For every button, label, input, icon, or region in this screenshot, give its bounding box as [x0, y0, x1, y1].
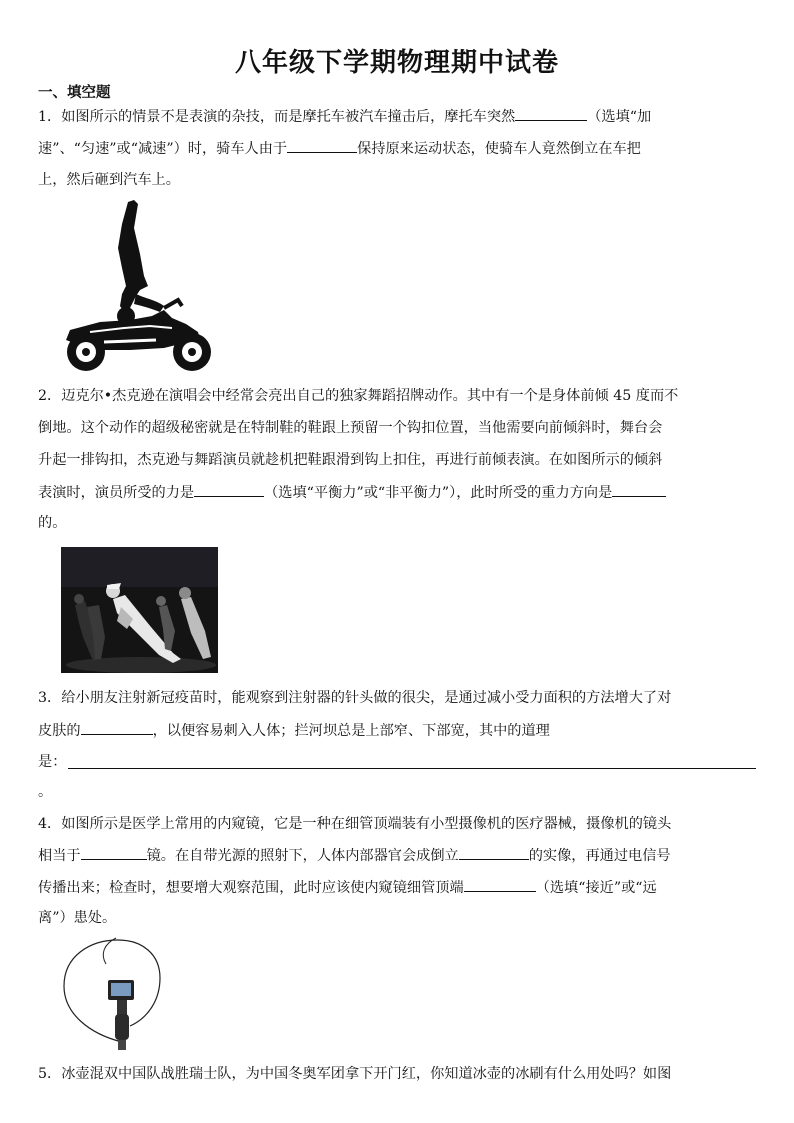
q4-text: 的实像，再通过电信号 [528, 848, 671, 864]
q1-line-2 [38, 138, 641, 159]
q4-blank-3[interactable] [464, 877, 536, 892]
page-title: 八年级下学期物理期中试卷 [234, 48, 559, 78]
q1-line-1 [38, 106, 651, 127]
q2-blank-2[interactable] [612, 482, 666, 497]
q1-text: 保持原来运动状态，使骑车人竟然倒立在车把 [357, 141, 641, 157]
q2-line-5: 的。 [38, 515, 67, 531]
q2-text: 表演时，演员所受的力是 [38, 485, 195, 501]
q4-line-3 [38, 877, 657, 898]
q3-line-1: 3．给小朋友注射新冠疫苗时，能观察到注射器的针头做的很尖，是通过减小受力面积的方法增大了对 [38, 690, 672, 706]
q2-line-3: 升起一排钩扣，杰克逊与舞蹈演员就趁机把鞋跟滑到钩上扣住，再进行前倾表演。在如图所示的倾斜 [38, 452, 663, 468]
q3-answer-line[interactable] [68, 768, 756, 769]
q4-text: （选填“接近”或“远 [535, 880, 657, 896]
q4-text: 传播出来；检查时，想要增大观察范围，此时应该使内窥镜细管顶端 [38, 880, 464, 896]
q2-line-1: 2．迈克尔•杰克逊在演唱会中经常会亮出自己的独家舞蹈招牌动作。其中有一个是身体前倾 45 度而不 [38, 388, 679, 404]
q4-text: 相当于 [38, 848, 81, 864]
q3-line-4: 。 [38, 784, 53, 800]
dancer-lean-photo [61, 547, 218, 673]
q3-line-3: 是： [38, 754, 67, 770]
q3-blank-1[interactable] [81, 720, 153, 735]
q4-line-2 [38, 845, 671, 866]
q1-text: 速”、“匀速”或“减速”）时，骑车人由于 [38, 141, 288, 157]
q4-line-1: 4．如图所示是医学上常用的内窥镜，它是一种在细管顶端装有小型摄像机的医疗器械，摄像机的镜头 [38, 816, 672, 832]
q5-line-1: 5．冰壶混双中国队战胜瑞士队，为中国冬奥军团拿下开门红，你知道冰壶的冰刷有什么用处吗？如图 [38, 1066, 672, 1082]
motorcycle-handstand-figure [60, 198, 216, 374]
endoscope-figure [60, 934, 164, 1052]
section-heading: 一、填空题 [38, 85, 111, 101]
q2-line-4 [38, 482, 666, 503]
q4-line-4: 离”）患处。 [38, 910, 117, 926]
q3-text: 皮肤的 [38, 723, 81, 739]
q1-line-3: 上，然后砸到汽车上。 [38, 172, 180, 188]
q2-text: （选填“平衡力”或“非平衡力”），此时所受的重力方向是 [264, 485, 613, 501]
q1-text: （选填“加 [587, 109, 652, 125]
q1-text: 1．如图所示的情景不是表演的杂技，而是摩托车被汽车撞击后，摩托车突然 [38, 109, 516, 125]
q2-line-2: 倒地。这个动作的超级秘密就是在特制鞋的鞋跟上预留一个钩扣位置，当他需要向前倾斜时，舞台会 [38, 420, 663, 436]
q4-text: 镜。在自带光源的照射下，人体内部器官会成倒立 [146, 848, 459, 864]
q2-blank-1[interactable] [194, 482, 264, 497]
q1-blank-1[interactable] [515, 106, 587, 121]
q3-text: ，以便容易刺入人体；拦河坝总是上部窄、下部宽，其中的道理 [152, 723, 550, 739]
q4-blank-2[interactable] [459, 845, 529, 860]
q1-blank-2[interactable] [287, 138, 357, 153]
q4-blank-1[interactable] [81, 845, 147, 860]
q3-line-2 [38, 720, 550, 741]
